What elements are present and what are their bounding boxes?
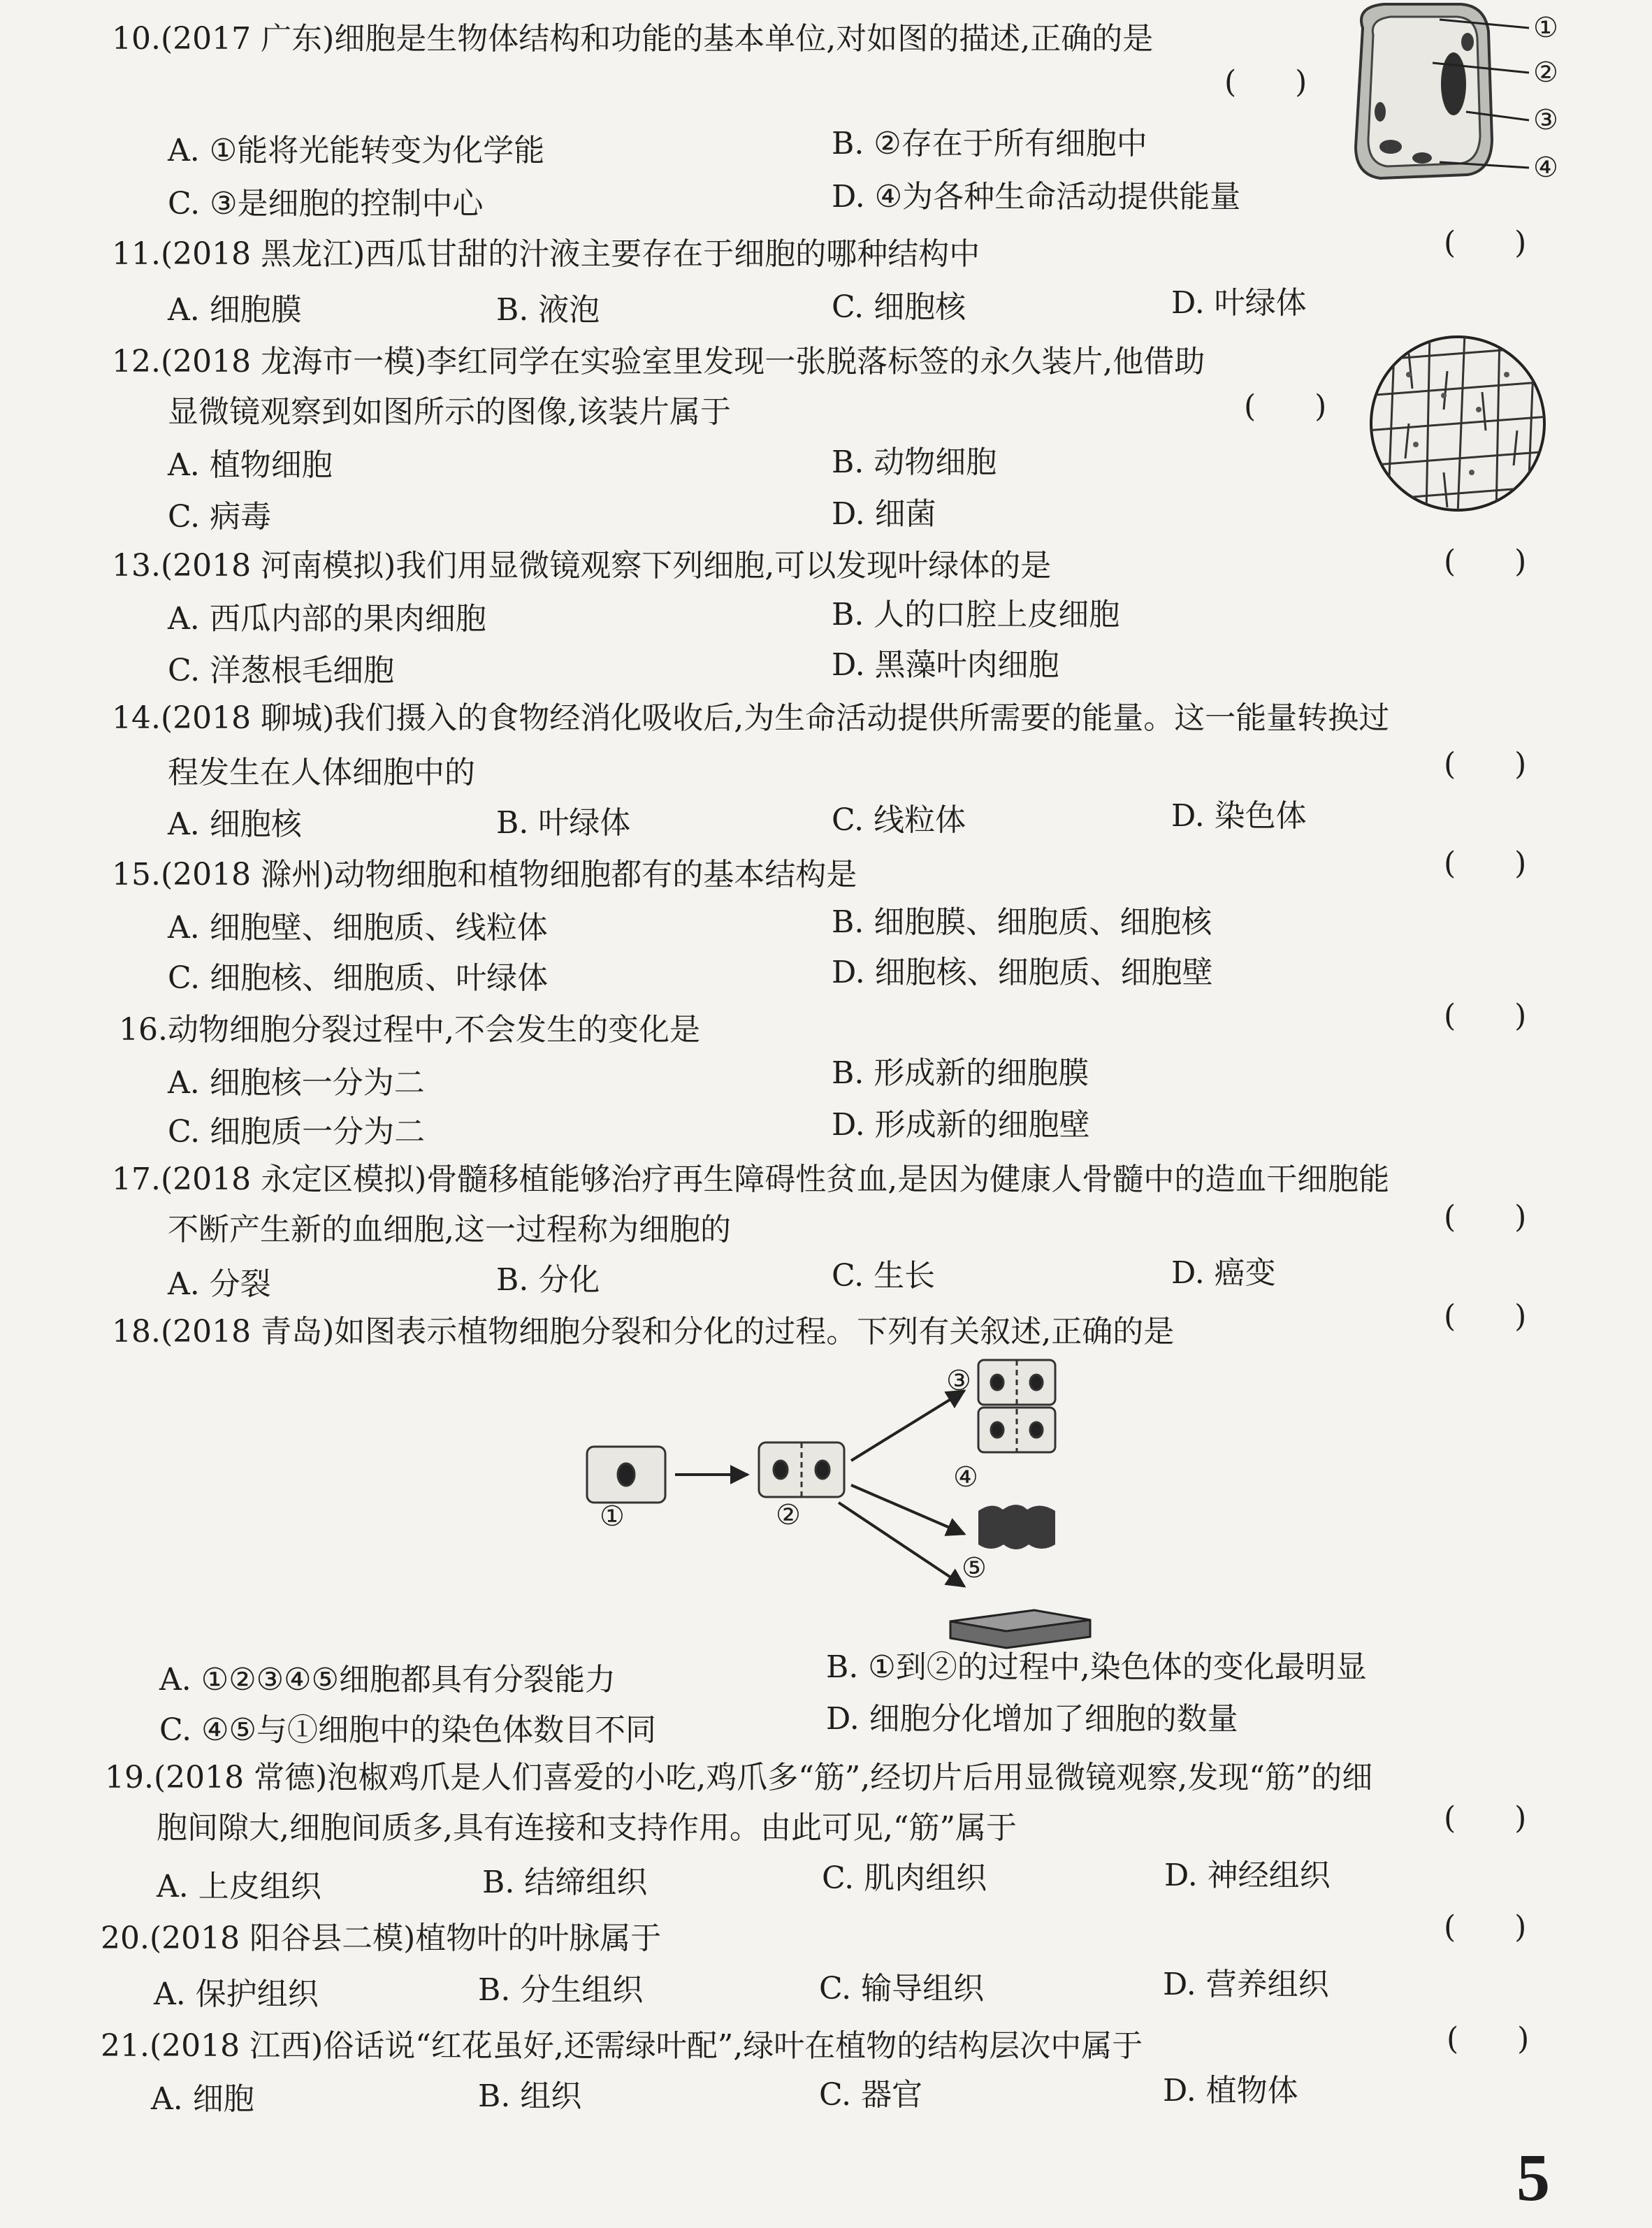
q18-option-b: B. ①到②的过程中,染色体的变化最明显 <box>826 1649 1367 1685</box>
q14-option-a: A. 细胞核 <box>168 806 302 842</box>
q19-option-c: C. 肌肉组织 <box>822 1860 987 1896</box>
q12-option-d: D. 细菌 <box>832 496 936 532</box>
microscope-view-figure <box>1367 333 1549 514</box>
fig18-label-2: ② <box>776 1499 801 1531</box>
q12-answer-paren: ( ) <box>1244 389 1327 424</box>
q11-option-a: A. 细胞膜 <box>168 292 302 328</box>
q16-answer-paren: ( ) <box>1444 998 1527 1034</box>
q13-option-b: B. 人的口腔上皮细胞 <box>832 597 1120 632</box>
q16-option-b: B. 形成新的细胞膜 <box>832 1055 1089 1091</box>
q18-answer-paren: ( ) <box>1444 1299 1527 1334</box>
q19-stem: 19.(2018 常德)泡椒鸡爪是人们喜爱的小吃,鸡爪多“筋”,经切片后用显微镜观察,发现“筋”的细 <box>105 1760 1373 1795</box>
q21-option-d: D. 植物体 <box>1163 2073 1298 2108</box>
q11-stem: 11.(2018 黑龙江)西瓜甘甜的汁液主要存在于细胞的哪种结构中 <box>112 236 980 272</box>
q13-option-a: A. 西瓜内部的果肉细胞 <box>168 601 486 637</box>
q10-option-c: C. ③是细胞的控制中心 <box>168 186 484 222</box>
q17-answer-paren: ( ) <box>1444 1199 1527 1235</box>
cell-3 <box>978 1360 1055 1452</box>
q18-option-d: D. 细胞分化增加了细胞的数量 <box>826 1701 1238 1737</box>
q17-option-d: D. 癌变 <box>1171 1255 1276 1291</box>
q14-stem-cont: 程发生在人体细胞中的 <box>168 755 475 790</box>
cell-2 <box>759 1442 844 1497</box>
q10-stem: 10.(2017 广东)细胞是生物体结构和功能的基本单位,对如图的描述,正确的是 <box>112 21 1154 57</box>
q12-option-b: B. 动物细胞 <box>832 444 997 480</box>
q16-option-c: C. 细胞质一分为二 <box>168 1114 426 1150</box>
q19-option-d: D. 神经组织 <box>1164 1858 1331 1893</box>
q21-answer-paren: ( ) <box>1447 2021 1530 2057</box>
q11-option-b: B. 液泡 <box>496 292 600 328</box>
q19-option-b: B. 结缔组织 <box>482 1865 648 1900</box>
q16-stem: 16.动物细胞分裂过程中,不会发生的变化是 <box>119 1012 700 1048</box>
q15-option-c: C. 细胞核、细胞质、叶绿体 <box>168 960 549 996</box>
q16-option-a: A. 细胞核一分为二 <box>168 1065 425 1101</box>
q11-answer-paren: ( ) <box>1444 225 1527 261</box>
q20-option-b: B. 分生组织 <box>478 1972 644 2008</box>
q20-option-d: D. 营养组织 <box>1163 1967 1329 2002</box>
fig18-label-4: ④ <box>953 1461 978 1493</box>
cell-5 <box>950 1610 1090 1648</box>
q15-option-a: A. 细胞壁、细胞质、线粒体 <box>168 910 548 946</box>
q13-answer-paren: ( ) <box>1444 544 1527 579</box>
q19-stem-cont: 胞间隙大,细胞间质多,具有连接和支持作用。由此可见,“筋”属于 <box>157 1810 1017 1846</box>
cell-4 <box>978 1505 1055 1549</box>
q21-option-c: C. 器官 <box>819 2077 923 2113</box>
page-number: 5 <box>1516 2140 1550 2215</box>
plant-cell-figure <box>1342 0 1565 189</box>
q12-option-a: A. 植物细胞 <box>168 447 333 483</box>
fig18-label-1: ① <box>600 1500 625 1533</box>
q15-stem: 15.(2018 滁州)动物细胞和植物细胞都有的基本结构是 <box>112 857 857 892</box>
q19-answer-paren: ( ) <box>1444 1800 1527 1836</box>
fig18-label-5: ⑤ <box>962 1552 987 1584</box>
q18-option-c: C. ④⑤与①细胞中的染色体数目不同 <box>159 1712 656 1748</box>
q15-answer-paren: ( ) <box>1444 846 1527 881</box>
q15-option-d: D. 细胞核、细胞质、细胞壁 <box>832 955 1213 990</box>
q12-option-c: C. 病毒 <box>168 499 272 535</box>
cell-label-2: ② <box>1533 57 1558 89</box>
q10-option-b: B. ②存在于所有细胞中 <box>832 126 1147 161</box>
q17-stem: 17.(2018 永定区模拟)骨髓移植能够治疗再生障碍性贫血,是因为健康人骨髓中的造血干细胞能 <box>112 1162 1390 1197</box>
cell-label-3: ③ <box>1533 104 1558 136</box>
q10-option-d: D. ④为各种生命活动提供能量 <box>832 179 1241 215</box>
q11-option-c: C. 细胞核 <box>832 289 966 325</box>
cell-label-4: ④ <box>1533 152 1558 184</box>
q13-option-c: C. 洋葱根毛细胞 <box>168 653 395 688</box>
q20-option-c: C. 输导组织 <box>819 1971 985 2006</box>
q20-stem: 20.(2018 阳谷县二模)植物叶的叶脉属于 <box>101 1920 662 1956</box>
q13-option-d: D. 黑藻叶肉细胞 <box>832 647 1059 683</box>
fig18-label-3: ③ <box>946 1365 971 1397</box>
q21-option-b: B. 组织 <box>478 2078 582 2114</box>
q13-stem: 13.(2018 河南模拟)我们用显微镜观察下列细胞,可以发现叶绿体的是 <box>112 548 1052 584</box>
q17-option-a: A. 分裂 <box>168 1266 271 1302</box>
q11-option-d: D. 叶绿体 <box>1171 285 1307 321</box>
q14-option-c: C. 线粒体 <box>832 802 966 838</box>
division-differentiation-figure <box>573 1356 1104 1649</box>
q17-option-b: B. 分化 <box>496 1262 600 1298</box>
q17-stem-cont: 不断产生新的血细胞,这一过程称为细胞的 <box>168 1212 731 1247</box>
q20-option-a: A. 保护组织 <box>154 1976 319 2012</box>
q10-option-a: A. ①能将光能转变为化学能 <box>168 133 545 168</box>
q17-option-c: C. 生长 <box>832 1258 936 1294</box>
q21-option-a: A. 细胞 <box>151 2081 254 2117</box>
q18-stem: 18.(2018 青岛)如图表示植物细胞分裂和分化的过程。下列有关叙述,正确的是 <box>112 1314 1175 1350</box>
q18-option-a: A. ①②③④⑤细胞都具有分裂能力 <box>159 1662 616 1698</box>
q21-stem: 21.(2018 江西)俗话说“红花虽好,还需绿叶配”,绿叶在植物的结构层次中属于 <box>101 2028 1143 2064</box>
q14-answer-paren: ( ) <box>1444 746 1527 782</box>
q14-option-b: B. 叶绿体 <box>496 805 631 841</box>
q15-option-b: B. 细胞膜、细胞质、细胞核 <box>832 904 1212 940</box>
q12-stem: 12.(2018 龙海市一模)李红同学在实验室里发现一张脱落标签的永久装片,他借助 <box>112 344 1205 379</box>
q20-answer-paren: ( ) <box>1444 1909 1527 1945</box>
cell-label-1: ① <box>1533 12 1558 44</box>
cell-1 <box>587 1447 665 1503</box>
q14-option-d: D. 染色体 <box>1171 798 1307 834</box>
q12-stem-cont: 显微镜观察到如图所示的图像,该装片属于 <box>168 394 731 430</box>
q10-answer-paren: ( ) <box>1224 64 1307 100</box>
q19-option-a: A. 上皮组织 <box>157 1869 321 1904</box>
q14-stem: 14.(2018 聊城)我们摄入的食物经消化吸收后,为生命活动提供所需要的能量。这一能量转换过 <box>112 700 1390 736</box>
q16-option-d: D. 形成新的细胞壁 <box>832 1107 1090 1143</box>
